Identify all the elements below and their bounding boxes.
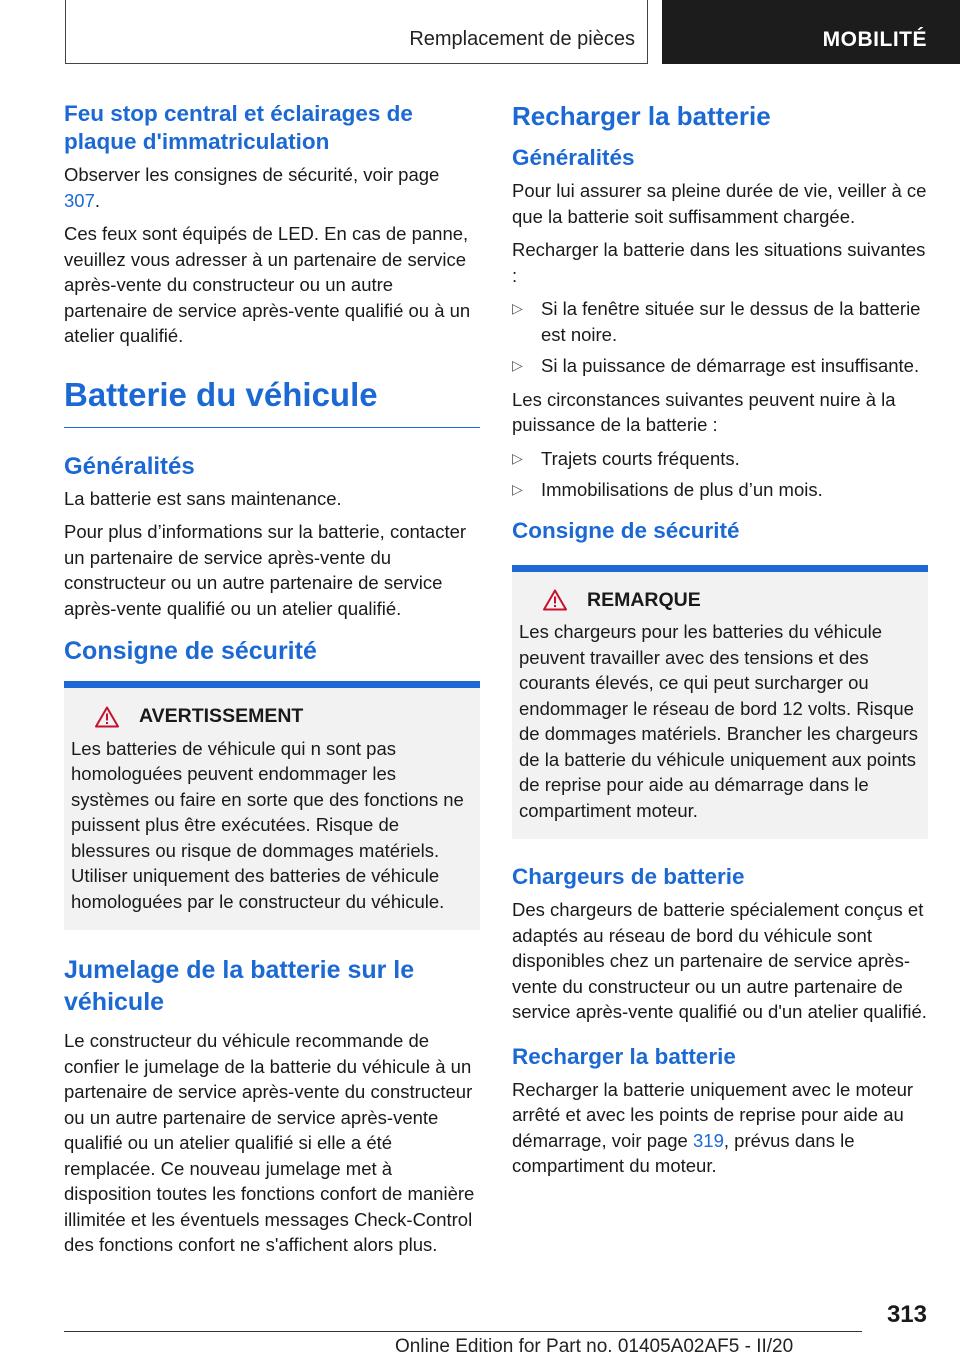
page-number: 313 xyxy=(886,1301,927,1328)
situations-list xyxy=(512,296,928,379)
left-safety-heading: Consigne de sécurité xyxy=(64,637,317,665)
header-chapter-box xyxy=(662,0,960,64)
list-item xyxy=(512,353,928,379)
recharge-heading: Recharger la batterie xyxy=(512,1043,736,1069)
page-link-319[interactable]: 319 xyxy=(693,1129,724,1151)
page-link-307[interactable]: 307 xyxy=(64,189,95,211)
list-item xyxy=(512,446,928,472)
warning-label: AVERTISSEMENT xyxy=(139,705,304,727)
warning-header xyxy=(95,704,473,730)
brake-light-heading: Feu stop central et éclairages de plaque d'immatriculation xyxy=(64,101,413,154)
charge-section-title: Recharger la batterie xyxy=(512,101,771,131)
triangle-right-icon: ▷ xyxy=(512,449,523,466)
brake-light-text: Observer les consignes de sécurité, voir page xyxy=(64,164,440,185)
brake-light-text-end: . xyxy=(94,189,101,211)
list-item-text: Si la fenêtre située sur le dessus de la batterie est noire. xyxy=(541,298,921,345)
list-item-text: Immobilisations de plus d’un mois. xyxy=(541,479,823,500)
chargers-heading: Chargeurs de batterie xyxy=(512,864,745,889)
recharge-paragraph xyxy=(512,1077,928,1179)
right-general-heading: Généralités xyxy=(512,145,635,170)
header-section-box xyxy=(65,0,648,64)
recharge-text: Recharger la batterie uniquement avec le moteur arrêté et avec les points de reprise pour aide au démarrage, voir page xyxy=(512,1078,914,1151)
list-item-text: Trajets courts fréquents. xyxy=(541,447,740,469)
note-label: REMARQUE xyxy=(587,588,701,611)
left-column xyxy=(64,100,480,1266)
recharge-text-end: , prévus dans le compartiment du moteur. xyxy=(512,1129,855,1176)
brake-light-paragraph-1 xyxy=(64,162,480,213)
chargers-paragraph: Des chargeurs de batterie spécialement conçus et adaptés au réseau de bord du véhicule sont disponibles chez un partenaire de service après-vente du constructeur ou un autre partenaire de service après-vente qualifié ou d'un atelier qualifié. xyxy=(512,899,927,1022)
list-item xyxy=(512,477,928,503)
left-general-paragraph-1: La batterie est sans maintenance. xyxy=(64,487,342,509)
right-general-paragraph-2: Recharger la batterie dans les situations suivantes : xyxy=(512,239,926,286)
triangle-right-icon: ▷ xyxy=(512,357,523,373)
left-general-paragraph-2: Pour plus d’informations sur la batterie, contacter un partenaire de service après-vente du constructeur ou un autre partenaire de service après-vente qualifié ou un atelier qualifié. xyxy=(64,521,467,619)
header-section-title: Remplacement de pièces xyxy=(409,28,635,50)
right-safety-heading: Consigne de sécurité xyxy=(512,517,740,543)
warning-triangle-icon xyxy=(543,589,567,611)
pairing-heading: Jumelage de la batterie sur le véhicule xyxy=(64,956,415,1016)
warning-box xyxy=(64,681,480,930)
pairing-paragraph: Le constructeur du véhicule recommande de confier le jumelage de la batterie du véhicule à un partenaire de service après-vente du constructeur ou un autre partenaire de service après-vente qualifié ou un atelier qualifié si elle a été remplacée. Ce nouveau jumelage met à disposition toutes les fonctions confort de manière illimitée et les éventuels messages Check-Control des fonctions confort ne s'affichent alors plus. xyxy=(64,1030,475,1255)
list-item xyxy=(512,296,928,347)
note-header xyxy=(543,588,921,614)
left-general-heading: Généralités xyxy=(64,452,195,480)
list-item-text: Si la puissance de démarrage est insuffisante. xyxy=(541,355,920,376)
right-column xyxy=(512,100,928,1187)
triangle-right-icon: ▷ xyxy=(512,481,523,497)
triangle-right-icon: ▷ xyxy=(512,300,523,316)
warning-text: Les batteries de véhicule qui n sont pas homologuées peuvent endommager les systèmes ou faire en sorte que des fonctions ne puissent plus être exécutées. Risque de blessures ou risque de dommages matériels. Utiliser uniquement des batteries de véhicule homologuées par le constructeur du véhicule. xyxy=(71,737,464,912)
footer-edition: Online Edition for Part no. 01405A02AF5 - II/20 xyxy=(395,1336,794,1357)
circumstances-paragraph: Les circonstances suivantes peuvent nuire à la puissance de la batterie : xyxy=(512,388,896,435)
note-box xyxy=(512,565,928,840)
battery-section-title: Batterie du véhicule xyxy=(64,375,480,428)
note-text: Les chargeurs pour les batteries du véhicule peuvent travailler avec des tensions et des courants élevés, ce qui peut surcharger ou endommager le réseau de bord 12 volts. Risque de dommages matériels. Brancher les chargeurs de la batterie du véhicule uniquement aux points de reprise pour aide au démarrage dans le compartiment moteur. xyxy=(519,621,918,821)
header-chapter-title: MOBILITÉ xyxy=(822,28,927,51)
brake-light-paragraph-2: Ces feux sont équipés de LED. En cas de panne, veuillez vous adresser à un partenaire de service après-vente du constructeur ou un autre partenaire de service après-vente qualifié ou à un atelier qualifié. xyxy=(64,223,471,346)
warning-triangle-icon xyxy=(95,706,119,728)
right-general-paragraph-1: Pour lui assurer sa pleine durée de vie, veiller à ce que la batterie soit suffisamment chargée. xyxy=(512,180,927,227)
circumstances-list xyxy=(512,446,928,503)
footer-divider xyxy=(64,1331,862,1332)
